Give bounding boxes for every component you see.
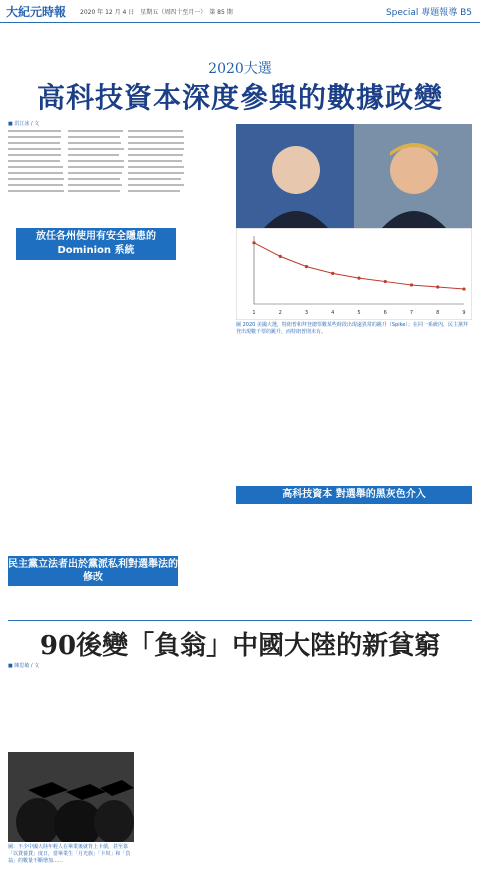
text-line (128, 160, 182, 162)
text-line (128, 166, 184, 168)
text-line (68, 142, 121, 144)
data-point (252, 241, 255, 244)
second-headline: 90後變「負翁」中國大陸的新貧窮 (39, 631, 441, 661)
text-line (68, 190, 120, 192)
second-byline: ■ 陳思敏 / 文 (8, 663, 40, 669)
graduates-photo (8, 752, 134, 842)
data-point (279, 255, 282, 258)
candidates-illustration (236, 124, 472, 228)
x-tick-label: 8 (436, 310, 440, 316)
candidates-photo (236, 124, 472, 228)
chart-frame (236, 228, 472, 320)
body-text-col3 (128, 128, 184, 198)
text-line (8, 160, 60, 162)
x-tick-label: 1 (252, 310, 256, 316)
text-line (68, 178, 120, 180)
text-line (68, 172, 122, 174)
subhead-dominion: 放任各州使用有安全隱患的 Dominion 系統 (16, 228, 176, 260)
graduates-illustration (8, 752, 134, 842)
text-line (8, 130, 61, 132)
text-line (128, 184, 184, 186)
text-line (8, 154, 61, 156)
text-line (8, 184, 63, 186)
data-point (305, 265, 308, 268)
text-line (128, 172, 184, 174)
x-tick-label: 7 (409, 310, 414, 316)
x-tick-label: 4 (331, 310, 335, 316)
x-tick-label: 3 (304, 310, 309, 316)
body-text-col1 (8, 128, 64, 198)
x-tick-label: 6 (383, 310, 387, 316)
text-line (128, 190, 180, 192)
section-divider (8, 620, 472, 621)
x-tick-label: 5 (357, 310, 361, 316)
data-point (331, 272, 334, 275)
article-headline: 高科技資本深度參與的數據政變 (36, 81, 443, 114)
issue-date: 2020 年 12 月 4 日 星期五（周四十至月一） 第 85 期 (80, 9, 233, 16)
text-line (8, 136, 61, 138)
data-point (410, 283, 413, 286)
text-line (68, 154, 119, 156)
data-point (436, 285, 439, 288)
chart-caption: 圖 2020 美國大選，特朗普和拜登總票數某些時段出現遠異常的跳升（Spike）；在同一系統內，民主黨拜登出現數千票的跳升，而特朗普則未有。 (236, 322, 468, 335)
subhead-election-law: 民主黨立法者出於黨派私利對選舉法的修改 (8, 556, 178, 586)
vote-spike-chart (236, 228, 472, 320)
newspaper-logo: 大紀元時報 (6, 5, 67, 19)
data-point (357, 277, 360, 280)
text-line (8, 178, 64, 180)
text-line (68, 148, 124, 150)
text-line (8, 172, 63, 174)
text-line (128, 136, 184, 138)
text-line (128, 178, 181, 180)
text-line (128, 142, 184, 144)
text-line (68, 136, 120, 138)
page-header (0, 0, 480, 23)
x-tick-label: 2 (278, 310, 282, 316)
section-label: Special 專題報導 B5 (385, 8, 472, 18)
x-tick-label: 9 (462, 310, 466, 316)
data-point (384, 280, 387, 283)
text-line (68, 166, 124, 168)
text-line (128, 154, 183, 156)
text-line (128, 148, 184, 150)
body-text-col2 (68, 128, 124, 198)
data-point (462, 287, 465, 290)
text-line (68, 130, 123, 132)
text-line (8, 190, 64, 192)
text-line (8, 148, 61, 150)
graduates-caption: 圖：不少中國大陸年輕人在畢業後就背上卡債，甚至靠「以貸養貸」度日，當畢業生「月光族」「卡奴」和「負翁」的數量不斷增加…… (8, 844, 131, 864)
subhead-tech-capital: 高科技資本 對選舉的黑灰色介入 (236, 486, 472, 504)
article-kicker: 2020大選 (208, 61, 272, 77)
text-line (68, 160, 124, 162)
text-line (68, 184, 122, 186)
article-byline: ■ 洪江冰 / 文 (8, 121, 40, 127)
text-line (128, 130, 183, 132)
text-line (8, 142, 60, 144)
text-line (8, 166, 63, 168)
